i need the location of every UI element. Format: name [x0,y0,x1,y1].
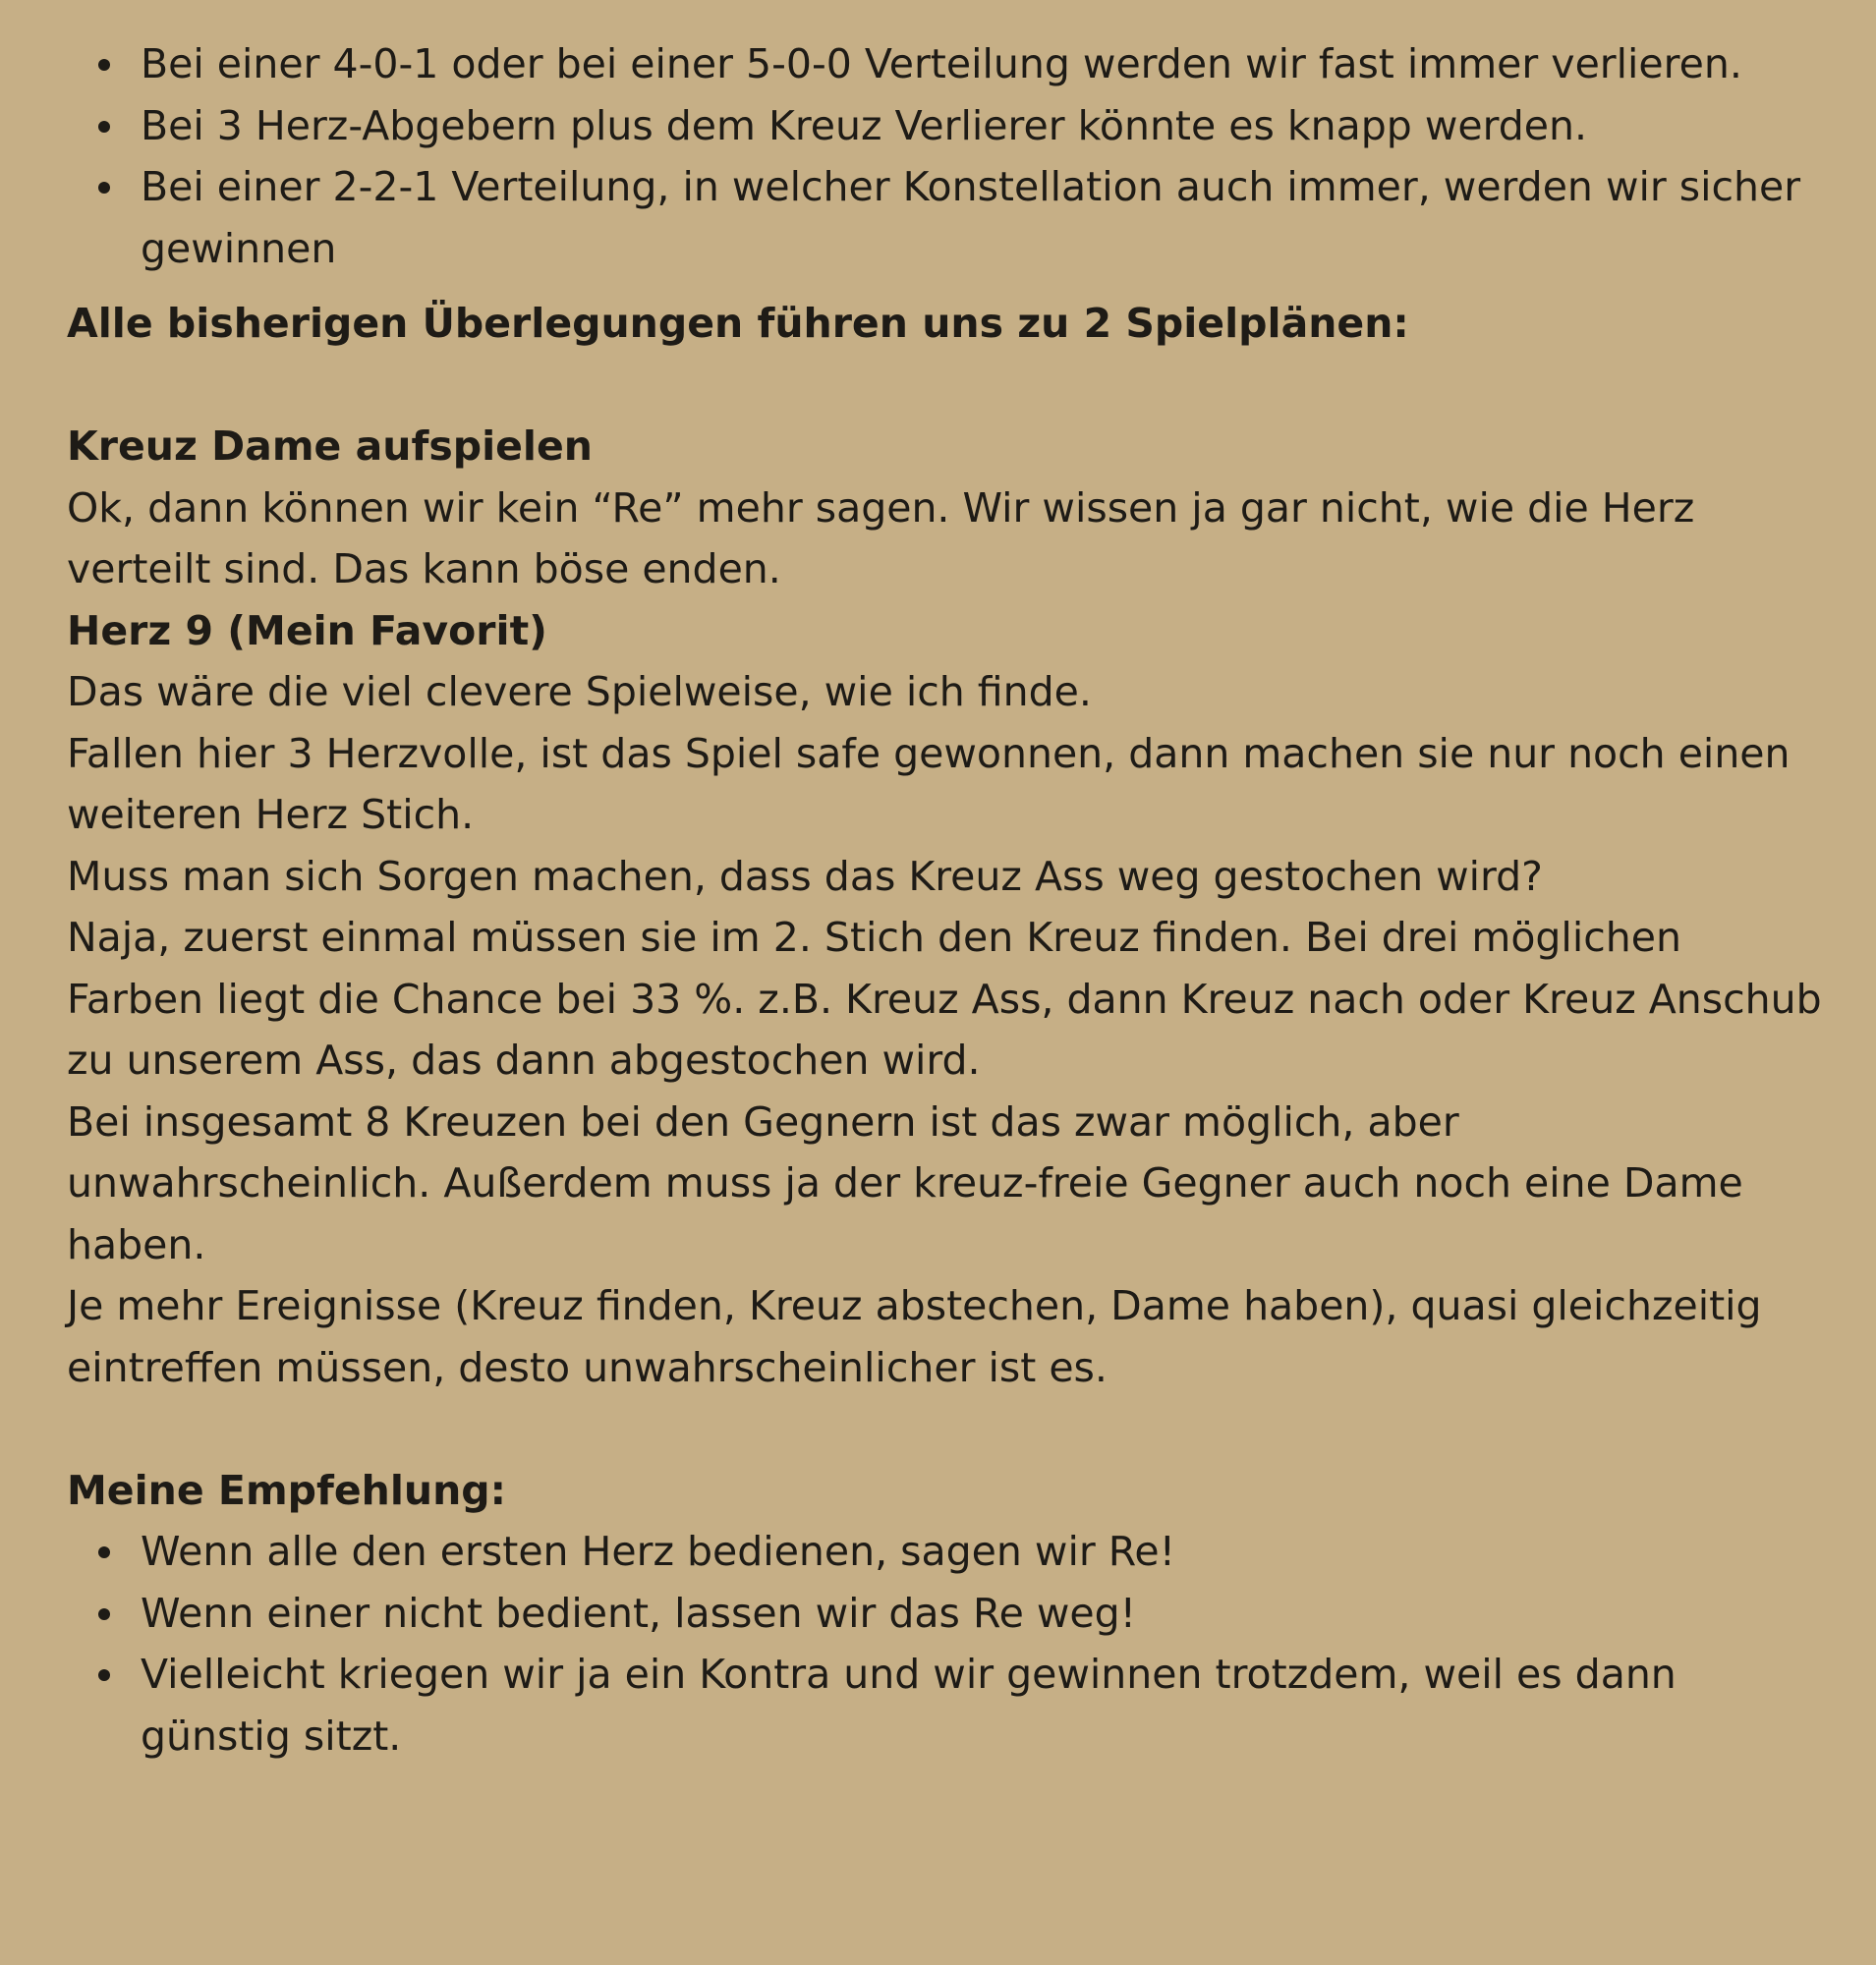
bullet-item [67,1521,1875,1583]
bullet-item [67,33,1875,95]
plan2-line: Muss man sich Sorgen machen, dass das Kreuz Ass weg gestochen wird? [67,852,1543,900]
plan2-line: Je mehr Ereignisse (Kreuz finden, Kreuz abstechen, Dame haben), quasi gleichzeitig [67,1282,1762,1329]
plan2-line: Farben liegt die Chance bei 33 %. z.B. Kreuz Ass, dann Kreuz nach oder Kreuz Anschub [67,975,1822,1023]
bullet-text: Vielleicht kriegen wir ja ein Kontra und wir gewinnen trotzdem, weil es dann [141,1651,1677,1698]
plan2-heading: Herz 9 (Mein Favorit) [67,606,547,654]
plan2-line: Fallen hier 3 Herzvolle, ist das Spiel safe gewonnen, dann machen sie nur noch einen [67,729,1791,777]
plan1-line: Ok, dann können wir kein “Re” mehr sagen. Wir wissen ja gar nicht, wie die Herz [67,483,1695,532]
bullet-text: Bei einer 2-2-1 Verteilung, in welcher Konstellation auch immer, werden wir sicher [141,163,1801,210]
bullet-text: Wenn alle den ersten Herz bedienen, sagen wir Re! [141,1528,1176,1575]
plan1-heading: Kreuz Dame aufspielen [67,422,593,470]
summary-heading: Alle bisherigen Überlegungen führen uns zu 2 Spielplänen: [67,300,1409,347]
plan2-line: zu unserem Ass, das dann abgestochen wird. [67,1037,981,1084]
document-body [67,33,1875,1767]
plan2-line: haben. [67,1220,206,1268]
plan2-line: eintreffen müssen, desto unwahrscheinlicher ist es. [67,1343,1108,1391]
bullet-text: Wenn einer nicht bedient, lassen wir das Re weg! [141,1589,1137,1637]
plan1-line: verteilt sind. Das kann böse enden. [67,545,781,592]
bullet-text: Bei 3 Herz-Abgebern plus dem Kreuz Verlierer könnte es knapp werden. [141,101,1587,149]
bullet-item [67,1583,1875,1645]
recommendation-bullet-list [67,1521,1875,1767]
bullet-item [67,95,1875,157]
bullet-item [67,1644,1875,1767]
plan2-line: unwahrscheinlich. Außerdem muss ja der kreuz-freie Gegner auch noch eine Dame [67,1159,1743,1207]
top-bullet-list [67,33,1875,279]
recommendation-heading: Meine Empfehlung: [67,1466,507,1514]
plan2-line: Naja, zuerst einmal müssen sie im 2. Stich den Kreuz finden. Bei drei möglichen [67,914,1681,961]
bullet-text-continuation: günstig sitzt. [141,1712,402,1760]
plan2-line: Bei insgesamt 8 Kreuzen bei den Gegnern ist das zwar möglich, aber [67,1097,1459,1146]
plan2-line: weiteren Herz Stich. [67,791,475,838]
bullet-text-continuation: gewinnen [141,224,337,272]
bullet-text: Bei einer 4-0-1 oder bei einer 5-0-0 Verteilung werden wir fast immer verlieren. [141,40,1742,87]
bullet-item [67,156,1875,279]
plan2-line: Das wäre die viel clevere Spielweise, wie ich finde. [67,668,1092,715]
